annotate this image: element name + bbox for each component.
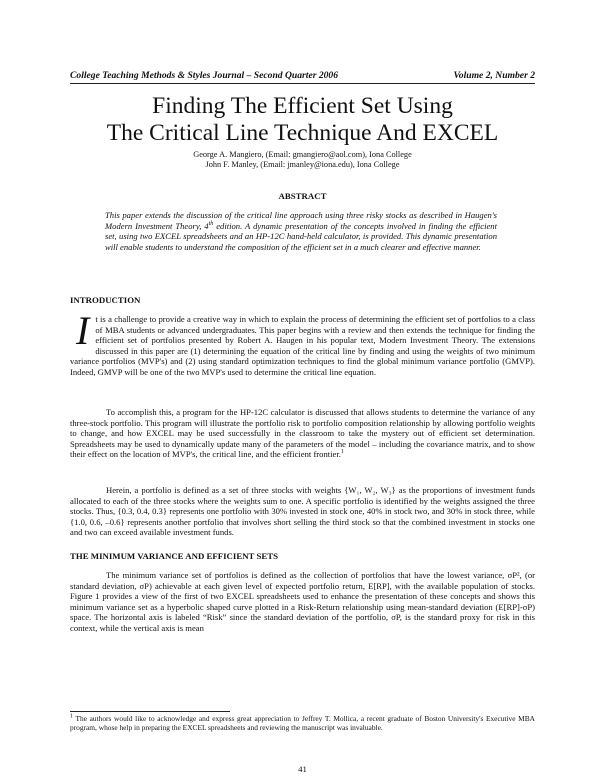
footnote-marker: 1 (340, 449, 344, 456)
title-line-2: The Critical Line Technique And EXCEL (106, 120, 499, 146)
footnote-number: 1 (70, 713, 73, 720)
footnote (70, 714, 535, 732)
author-2: John F. Manley, (Email: jmanley@iona.edu), Iona College (205, 159, 400, 169)
volume-number: Volume 2, Number 2 (453, 70, 535, 81)
drop-cap: I (76, 308, 90, 353)
intro-paragraph-2-text: To accomplish this, a program for the HP-12C calculator is discussed that allows students to determine the variance of any three-stock portfolio. This program will illustrate the portfolio risk to portfolio composition relationship by allowing portfolio weights to change, and how EXCEL may be used successfully in the classroom to take the mystery out of efficient set determination. Spreadsheets may be used to dynamically update many of the parameters of the model – including the covariance matrix, and to show their effect on the location of MVP's, the critical line, and the efficient frontier. (70, 407, 535, 460)
page-number: 41 (298, 764, 307, 774)
intro-paragraph-3: Herein, a portfolio is defined as a set of three stocks with weights {W₁, W₂, W₃} as the proportions of investment funds allocated to each of the three stocks where the weights sum to one. A specific portfolio is identified by the weights assigned the three stocks. Thus, {0.3, 0.4, 0.3} represents one portfolio with 30% invested in stock one, 40% in stock two, and 30% in stock three, while {1.0, 0.6, –0.6} represents another portfolio that involves short selling the third stock so that the combined investment in stocks one and two can exceed available investment funds. (70, 485, 535, 538)
abstract-text-part-2: edition. A dynamic presentation of the concepts involved in finding the efficient set, using two EXCEL spreadsheets and an HP-12C hand-held calculator, is provided. This dynamic presentation will enable students to understand the composition of the efficient set in a much clearer and effective manner. (105, 220, 497, 252)
footnote-divider (70, 711, 230, 712)
section-heading-introduction: INTRODUCTION (70, 295, 141, 305)
journal-name: College Teaching Methods & Styles Journal – Second Quarter 2006 (70, 70, 339, 81)
author-list (70, 150, 535, 169)
running-header (70, 70, 535, 84)
author-1: George A. Mangiero, (Email: gmangiero@aol.com), Iona College (193, 150, 412, 159)
abstract-superscript: th (208, 220, 214, 227)
abstract-text-part-1: This paper extends the discussion of the critical line approach using three risky stocks as described in Haugen's Modern Investment Theory, 4 (105, 210, 497, 231)
section-heading-minimum-variance: THE MINIMUM VARIANCE AND EFFICIENT SETS (70, 551, 278, 561)
intro-paragraph-1 (70, 308, 535, 378)
paper-title (70, 93, 535, 147)
intro-paragraph-1-text: t is a challenge to provide a creative way in which to explain the process of determining the efficient set of portfolios to a class of MBA students or advanced undergraduates. This paper begins with a review and then extends the technique for finding the efficient set of portfolios presented by Robert A. Haugen in his popular text, Modern Investment Theory. The extensions discussed in this paper are (1) determining the equation of the critical line by finding and using the weights of two minimum variance portfolios (MVP's) and (2) using standard optimization techniques to find the global minimum variance portfolio (GMVP). Indeed, GMVP will be one of the two MVP's used to determine the critical line equation. (70, 314, 535, 377)
title-line-1: Finding The Efficient Set Using (152, 93, 453, 119)
abstract-heading: ABSTRACT (278, 191, 327, 201)
intro-paragraph-2 (70, 407, 535, 460)
mvs-paragraph-1: The minimum variance set of portfolios is defined as the collection of portfolios that have the lowest variance, σP², (or standard deviation, σP) achievable at each given level of expected portfolio return, E[RP], with the available population of stocks. Figure 1 provides a view of the first of two EXCEL spreadsheets used to enhance the presentation of these concepts and shows this minimum variance set as a hyperbolic shaped curve plotted in a Risk-Return relationship using mean-standard deviation (E[RP]-σP) space. The horizontal axis is labeled “Risk” since the standard deviation of the portfolio, σP, is the standard proxy for risk in this context, while the vertical axis is mean (70, 570, 535, 633)
abstract-text (105, 210, 497, 252)
footnote-text: The authors would like to acknowledge and express great appreciation to Jeffrey T. Mollica, a recent graduate of Boston University's Executive MBA program, whose help in preparing the EXCEL spreadsheets and reviewing the manuscript was invaluable. (70, 714, 535, 733)
